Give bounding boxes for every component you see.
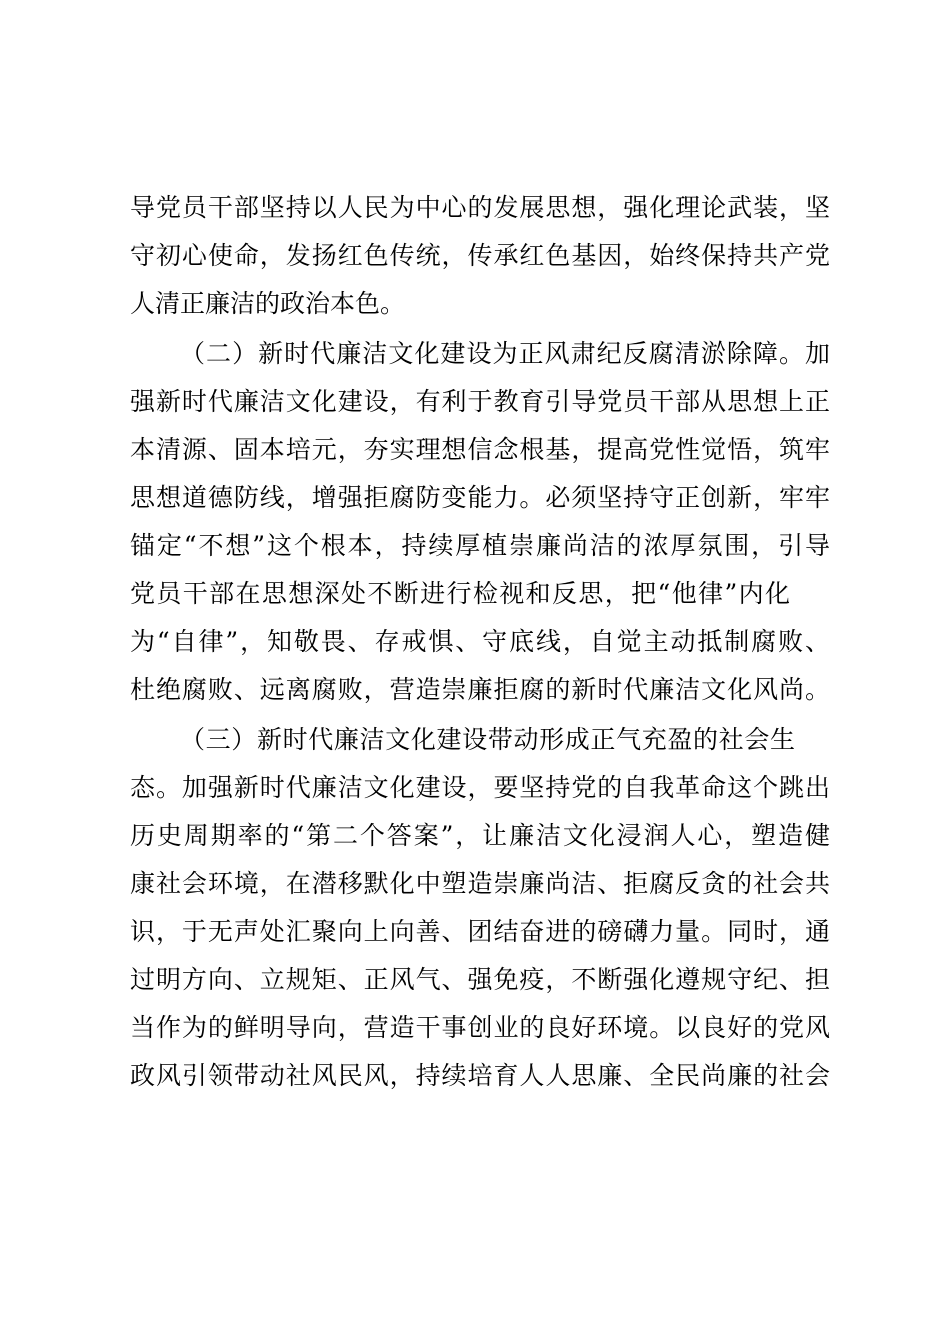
text-line: 人清正廉洁的政治本色。: [130, 289, 406, 318]
text-line: 态。加强新时代廉洁文化建设，要坚持党的自我革命这个跳出: [130, 773, 830, 802]
text-line: 当作为的鲜明导向，营造干事创业的良好环境。以良好的党风: [130, 1013, 830, 1042]
section-heading-3: （三）新时代廉洁文化建设带动形成正气充盈的社会生: [180, 725, 795, 754]
text-line: 思想道德防线，增强拒腐防变能力。必须坚持守正创新，牢牢: [130, 483, 830, 512]
text-line: 为“自律”，知敬畏、存戒惧、守底线，自觉主动抵制腐败、: [130, 627, 830, 656]
text-line: 强新时代廉洁文化建设，有利于教育引导党员干部从思想上正: [130, 387, 830, 416]
text-line: 导党员干部坚持以人民为中心的发展思想，强化理论武装，坚: [130, 193, 830, 222]
text-line: 锚定“不想”这个根本，持续厚植崇廉尚洁的浓厚氛围，引导: [130, 531, 830, 560]
text-line: 政风引领带动社风民风，持续培育人人思廉、全民尚廉的社会: [130, 1061, 830, 1090]
section-heading-2: （二）新时代廉洁文化建设为正风肃纪反腐清淤除障。加: [180, 339, 830, 368]
text-line: 守初心使命，发扬红色传统，传承红色基因，始终保持共产党: [130, 241, 830, 270]
text-line: 杜绝腐败、远离腐败，营造崇廉拒腐的新时代廉洁文化风尚。: [130, 675, 830, 704]
text-line: 识，于无声处汇聚向上向善、团结奋进的磅礴力量。同时，通: [130, 917, 830, 946]
text-line: 过明方向、立规矩、正风气、强免疫，不断强化遵规守纪、担: [130, 965, 830, 994]
text-line: 本清源、固本培元，夯实理想信念根基，提高党性觉悟，筑牢: [130, 435, 830, 464]
text-line: 历史周期率的“第二个答案”，让廉洁文化浸润人心，塑造健: [130, 821, 830, 850]
text-line: 康社会环境，在潜移默化中塑造崇廉尚洁、拒腐反贪的社会共: [130, 869, 830, 898]
text-line: 党员干部在思想深处不断进行检视和反思，把“他律”内化: [130, 579, 790, 608]
